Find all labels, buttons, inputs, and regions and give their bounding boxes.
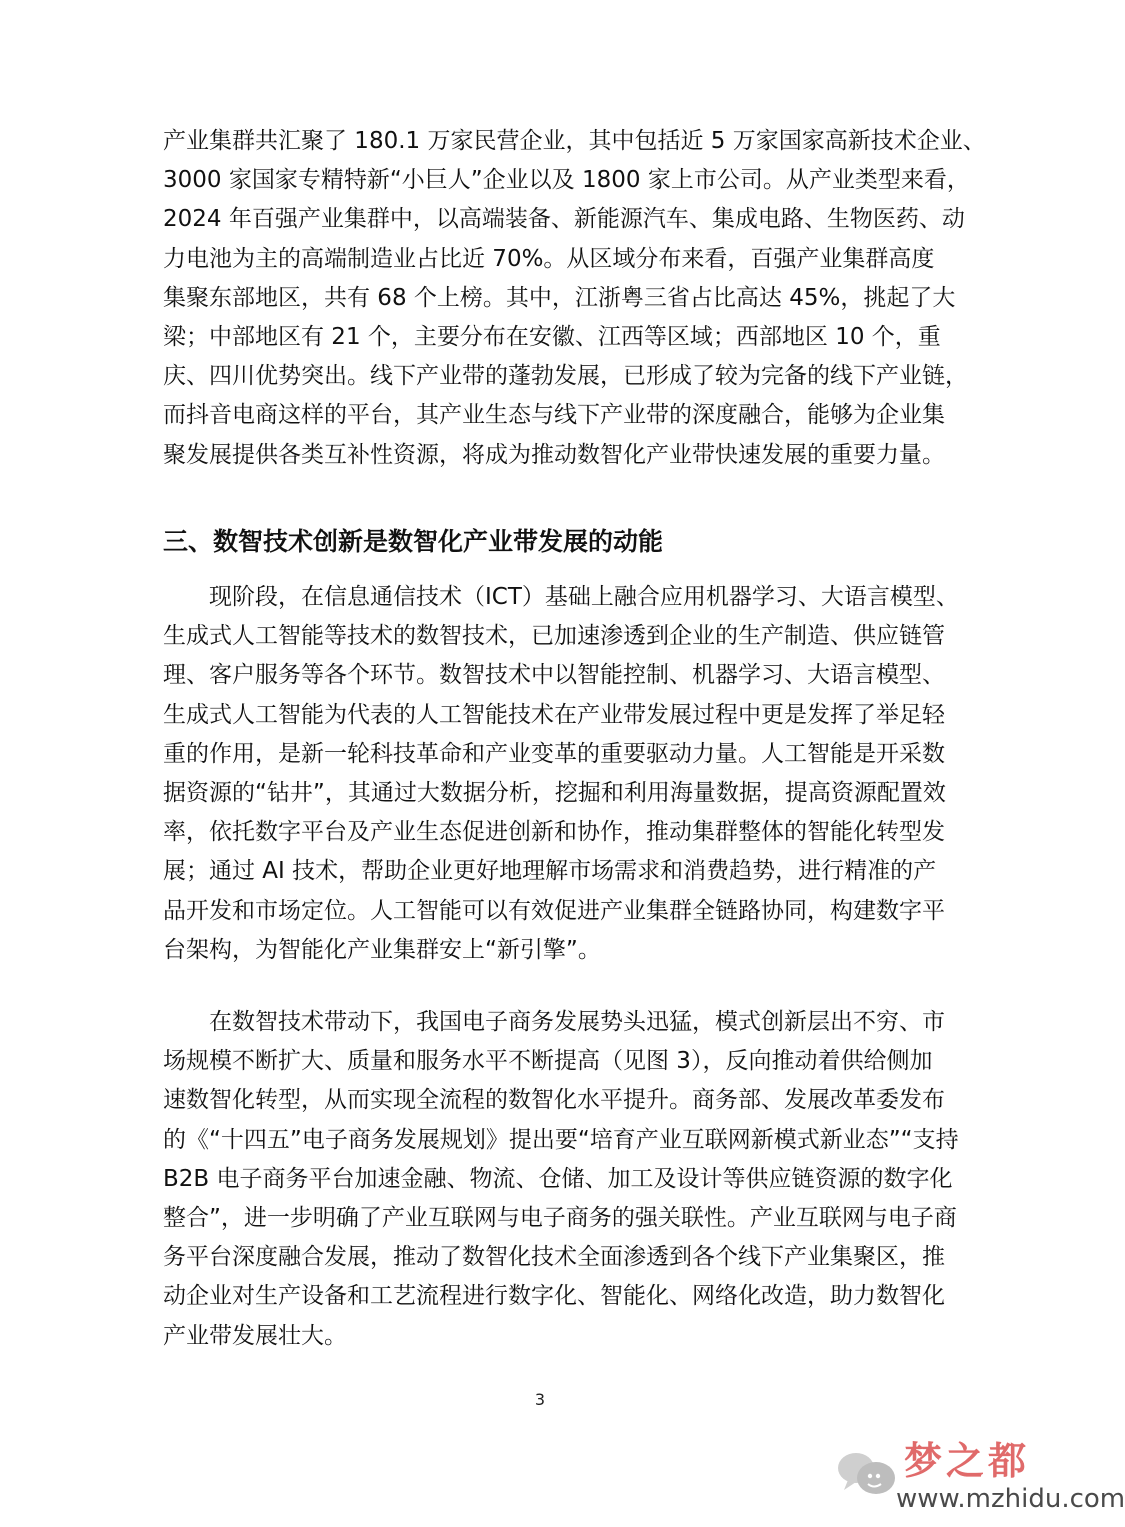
text-line: 场规模不断扩大、质量和服务水平不断提高（见图 3），反向推动着供给侧加 xyxy=(163,1048,933,1075)
paragraph-digital-tech xyxy=(163,578,959,970)
text-line: 产业带发展壮大。 xyxy=(163,1322,347,1349)
text-line: B2B 电子商务平台加速金融、物流、仓储、加工及设计等供应链资源的数字化 xyxy=(163,1165,953,1192)
text-line: 产业集群共汇聚了 180.1 万家民营企业，其中包括近 5 万家国家高新技术企业、 xyxy=(163,128,986,154)
text-line: 动企业对生产设备和工艺流程进行数字化、智能化、网络化改造，助力数智化 xyxy=(163,1283,945,1310)
text-line: 重的作用，是新一轮科技革命和产业变革的重要驱动力量。人工智能是开采数 xyxy=(163,740,945,767)
text-line: 生成式人工智能等技术的数智技术，已加速渗透到企业的生产制造、供应链管 xyxy=(163,623,945,650)
paragraph-ecommerce xyxy=(163,1003,959,1356)
text-line: 整合”，进一步明确了产业互联网与电子商务的强关联性。产业互联网与电子商 xyxy=(163,1204,957,1231)
paragraph-industry-clusters xyxy=(163,122,986,475)
text-line: 展；通过 AI 技术，帮助企业更好地理解市场需求和消费趋势，进行精准的产 xyxy=(163,858,937,885)
text-line: 聚发展提供各类互补性资源，将成为推动数智化产业带快速发展的重要力量。 xyxy=(163,441,945,468)
text-line: 理、客户服务等各个环节。数智技术中以智能控制、机器学习、大语言模型、 xyxy=(163,662,945,689)
text-line: 3000 家国家专精特新“小巨人”企业以及 1800 家上市公司。从产业类型来看， xyxy=(163,167,970,194)
text-line: 现阶段，在信息通信技术（ICT）基础上融合应用机器学习、大语言模型、 xyxy=(163,584,959,610)
watermark xyxy=(826,1424,1125,1519)
text-line: 生成式人工智能为代表的人工智能技术在产业带发展过程中更是发挥了举足轻 xyxy=(163,701,945,728)
text-line: 2024 年百强产业集群中，以高端装备、新能源汽车、集成电路、生物医药、动 xyxy=(163,206,965,233)
text-line: 率，依托数字平台及产业生态促进创新和协作，推动集群整体的智能化转型发 xyxy=(163,819,945,846)
text-line: 的《“十四五”电子商务发展规划》提出要“培育产业互联网新模式新业态”“支持 xyxy=(163,1126,959,1153)
text-line: 在数智技术带动下，我国电子商务发展势头迅猛，模式创新层出不穷、市 xyxy=(163,1009,945,1035)
text-line: 力电池为主的高端制造业占比近 70%。从区域分布来看，百强产业集群高度 xyxy=(163,245,935,272)
text-line: 庆、四川优势突出。线下产业带的蓬勃发展，已形成了较为完备的线下产业链， xyxy=(163,363,968,390)
text-line: 务平台深度融合发展，推动了数智化技术全面渗透到各个线下产业集聚区，推 xyxy=(163,1244,945,1271)
watermark-title: 梦之都 xyxy=(904,1439,1031,1483)
text-line: 品开发和市场定位。人工智能可以有效促进产业集群全链路协同，构建数字平 xyxy=(163,897,945,924)
page-number: 3 xyxy=(534,1390,546,1409)
section-heading: 三、数智技术创新是数智化产业带发展的动能 xyxy=(163,527,664,556)
text-line: 梁；中部地区有 21 个，主要分布在安徽、江西等区域；西部地区 10 个，重 xyxy=(163,323,941,350)
text-line: 据资源的“钻井”，其通过大数据分析，挖掘和利用海量数据，提高资源配置效 xyxy=(163,779,946,806)
text-line: 集聚东部地区，共有 68 个上榜。其中，江浙粤三省占比高达 45%，挑起了大 xyxy=(163,284,956,311)
chat-bubble-logo-icon xyxy=(834,1444,898,1504)
text-line: 速数智化转型，从而实现全流程的数智化水平提升。商务部、发展改革委发布 xyxy=(163,1087,945,1114)
text-line: 而抖音电商这样的平台，其产业生态与线下产业带的深度融合，能够为企业集 xyxy=(163,402,945,429)
watermark-url: www.mzhidu.com xyxy=(896,1484,1125,1514)
text-line: 台架构，为智能化产业集群安上“新引擎”。 xyxy=(163,936,601,963)
